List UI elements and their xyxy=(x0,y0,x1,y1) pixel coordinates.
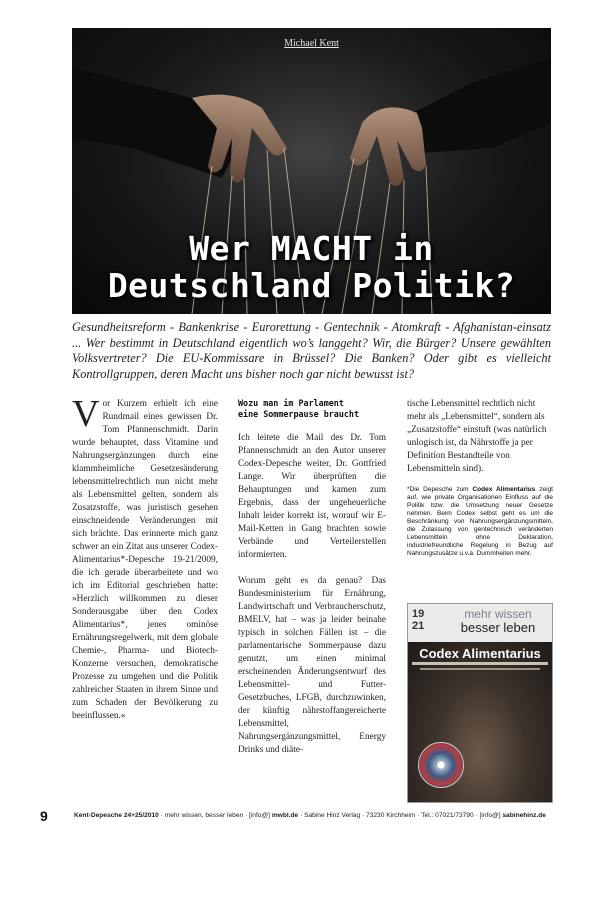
lead-paragraph: Gesundheitsreform - Bankenkrise - Eurorettung - Gentechnik - Atomkraft - Afghanistan-einsatz ... Wer bestimmt in Deutschland eigentlich wo’s langgeht? Wir, die Bürger? Unsere gewählten Volksvertreter? Die EU-Kommissare in Brüssel? Die Banken? Oder gibt es vielleicht Kontrollgruppen, deren Macht uns bisher noch gar nicht bewusst ist? xyxy=(72,320,551,381)
footer-publication: Kent-Depesche 24+25/2010 xyxy=(74,812,159,819)
footnote-prefix: *Die Depesche zum xyxy=(407,486,473,493)
cover-title: Codex Alimentarius xyxy=(419,646,541,661)
footer-link-mwbl[interactable]: mwbl.de xyxy=(271,812,299,819)
column-1-text: or Kurzem erhielt ich eine Rundmail eines gewissen Dr. Tom Pfannenschmidt. Darin wurde behauptet, dass Vitamine und Nahrungsergänzungen durch eine klammheimliche Gesetzesänderung lebensmittelrechtlich nun nicht mehr als Lebensmittel gelten, sondern als Zusatzstoffe, was juristisch gesehen einschneidende Veränderungen mit sich brächte. Das erinnerte mich ganz schwer an ein Zitat aus unserer Codex-Alimentarius*-Depesche 19-21/2009, die ich gerade überarbeitete und wo ich im Editorial geschrieben hatte: »Herzlich willkommen zu dieser Sonderausgabe über den Codex Alimentarius*, jenes ominöse Ernährungsregelwerk, mit dem globale Chemie-, Pharma- und Biotech-Konzerne versuchen, demokratische Prozesse zu umgehen und die Politik zahlreicher Staaten in ihrem Sinne und zum Schaden der Bevölkerung zu beeinflussen.« xyxy=(72,399,218,721)
cover-brand xyxy=(446,608,550,634)
footer-slogan: · mehr wissen, besser leben · [info@] xyxy=(158,812,272,819)
footnote-bold: Codex Alimentarius xyxy=(472,486,536,493)
column-1 xyxy=(72,398,218,803)
cover-brand-line-1: mehr wissen xyxy=(464,607,532,621)
footer-link-sabinehinz[interactable]: sabinehinz.de xyxy=(502,812,546,819)
footer-text xyxy=(74,812,546,819)
cover-subtitle-bar xyxy=(412,662,548,665)
column-2-paragraph-1: Ich leitete die Mail des Dr. Tom Pfannenschmidt an den Autor unserer Codex-Depesche weiter, Dr. Gottfried Lange. Wir überprüften die Behauptungen und kamen zum Ergebnis, dass der ungeheuerliche Inhalt leider korrekt ist, worauf wir E-Mail-Ketten in Gang brachten sowie Verbände und Verteilerstellen informierten. xyxy=(238,433,386,560)
drop-cap: V xyxy=(72,398,100,435)
cover-subtitle-bar-2 xyxy=(420,668,540,670)
footer-address: · Sabine Hinz Verlag · 73230 Kirchheim · Tel.: 07021/73790 · [info@] xyxy=(298,812,503,819)
depesche-cover-image xyxy=(407,603,553,803)
cover-brand-line-2: besser leben xyxy=(460,620,536,635)
subheading-line-2: eine Sommerpause braucht xyxy=(238,409,360,419)
author-name: Michael Kent xyxy=(284,38,339,49)
page-number: 9 xyxy=(40,808,48,824)
column-3-text: tische Lebensmittel rechtlich nicht mehr als „Lebensmittel“, sondern als „Zusatzstoffe“ einstuft (was natürlich unlogisch ist, da Nährstoffe ja per Definition Bestandteile von Lebensmitteln sind). xyxy=(407,399,547,474)
column-2 xyxy=(238,398,386,803)
hero-image xyxy=(72,28,551,314)
cover-issue-number: 19 21 xyxy=(412,608,425,632)
headline-line-1: Wer MACHT in xyxy=(189,229,434,268)
column-2-paragraph-2: Worum geht es da genau? Das Bundesministerium für Ernährung, Landwirtschaft und Verbraucherschutz, BMELV, hat – was ja leider beinahe typisch in solchen Fällen ist – die parlamentarische Sommerpause dazu genutzt, um einen minimal erscheinenden Änderungsentwurf des Lebensmittel- und Futter-Gesetzbuches, LFGB, durchzuwinken, der künftig nährstoffangereicherte Lebensmittel, Nahrungsergänzungsmittel, Energy Drinks und diäte- xyxy=(238,576,386,755)
footnote-body: zeigt auf, wie private Organisationen Einfluss auf die Politik bzw. die Umsetzung neuer Gesetze nehmen. Beim Codex selbst geht es um die Beschränkung von Nahrungsergänzungsmitteln, die Zulassung von gentechnisch veränderten Lebensmitteln ohne Deklaration, industriefreundliche Regelung in Bezug auf Nahrungszusätze u.v.a. Dummheiten mehr. xyxy=(407,486,553,557)
page-footer xyxy=(40,808,555,824)
footnote xyxy=(407,486,553,558)
subheading xyxy=(238,398,386,420)
column-3 xyxy=(407,398,553,558)
article-headline xyxy=(72,230,551,304)
subheading-line-1: Wozu man im Parlament xyxy=(238,398,344,408)
cd-disc-icon xyxy=(418,742,464,788)
headline-line-2: Deutschland Politik? xyxy=(107,266,516,305)
